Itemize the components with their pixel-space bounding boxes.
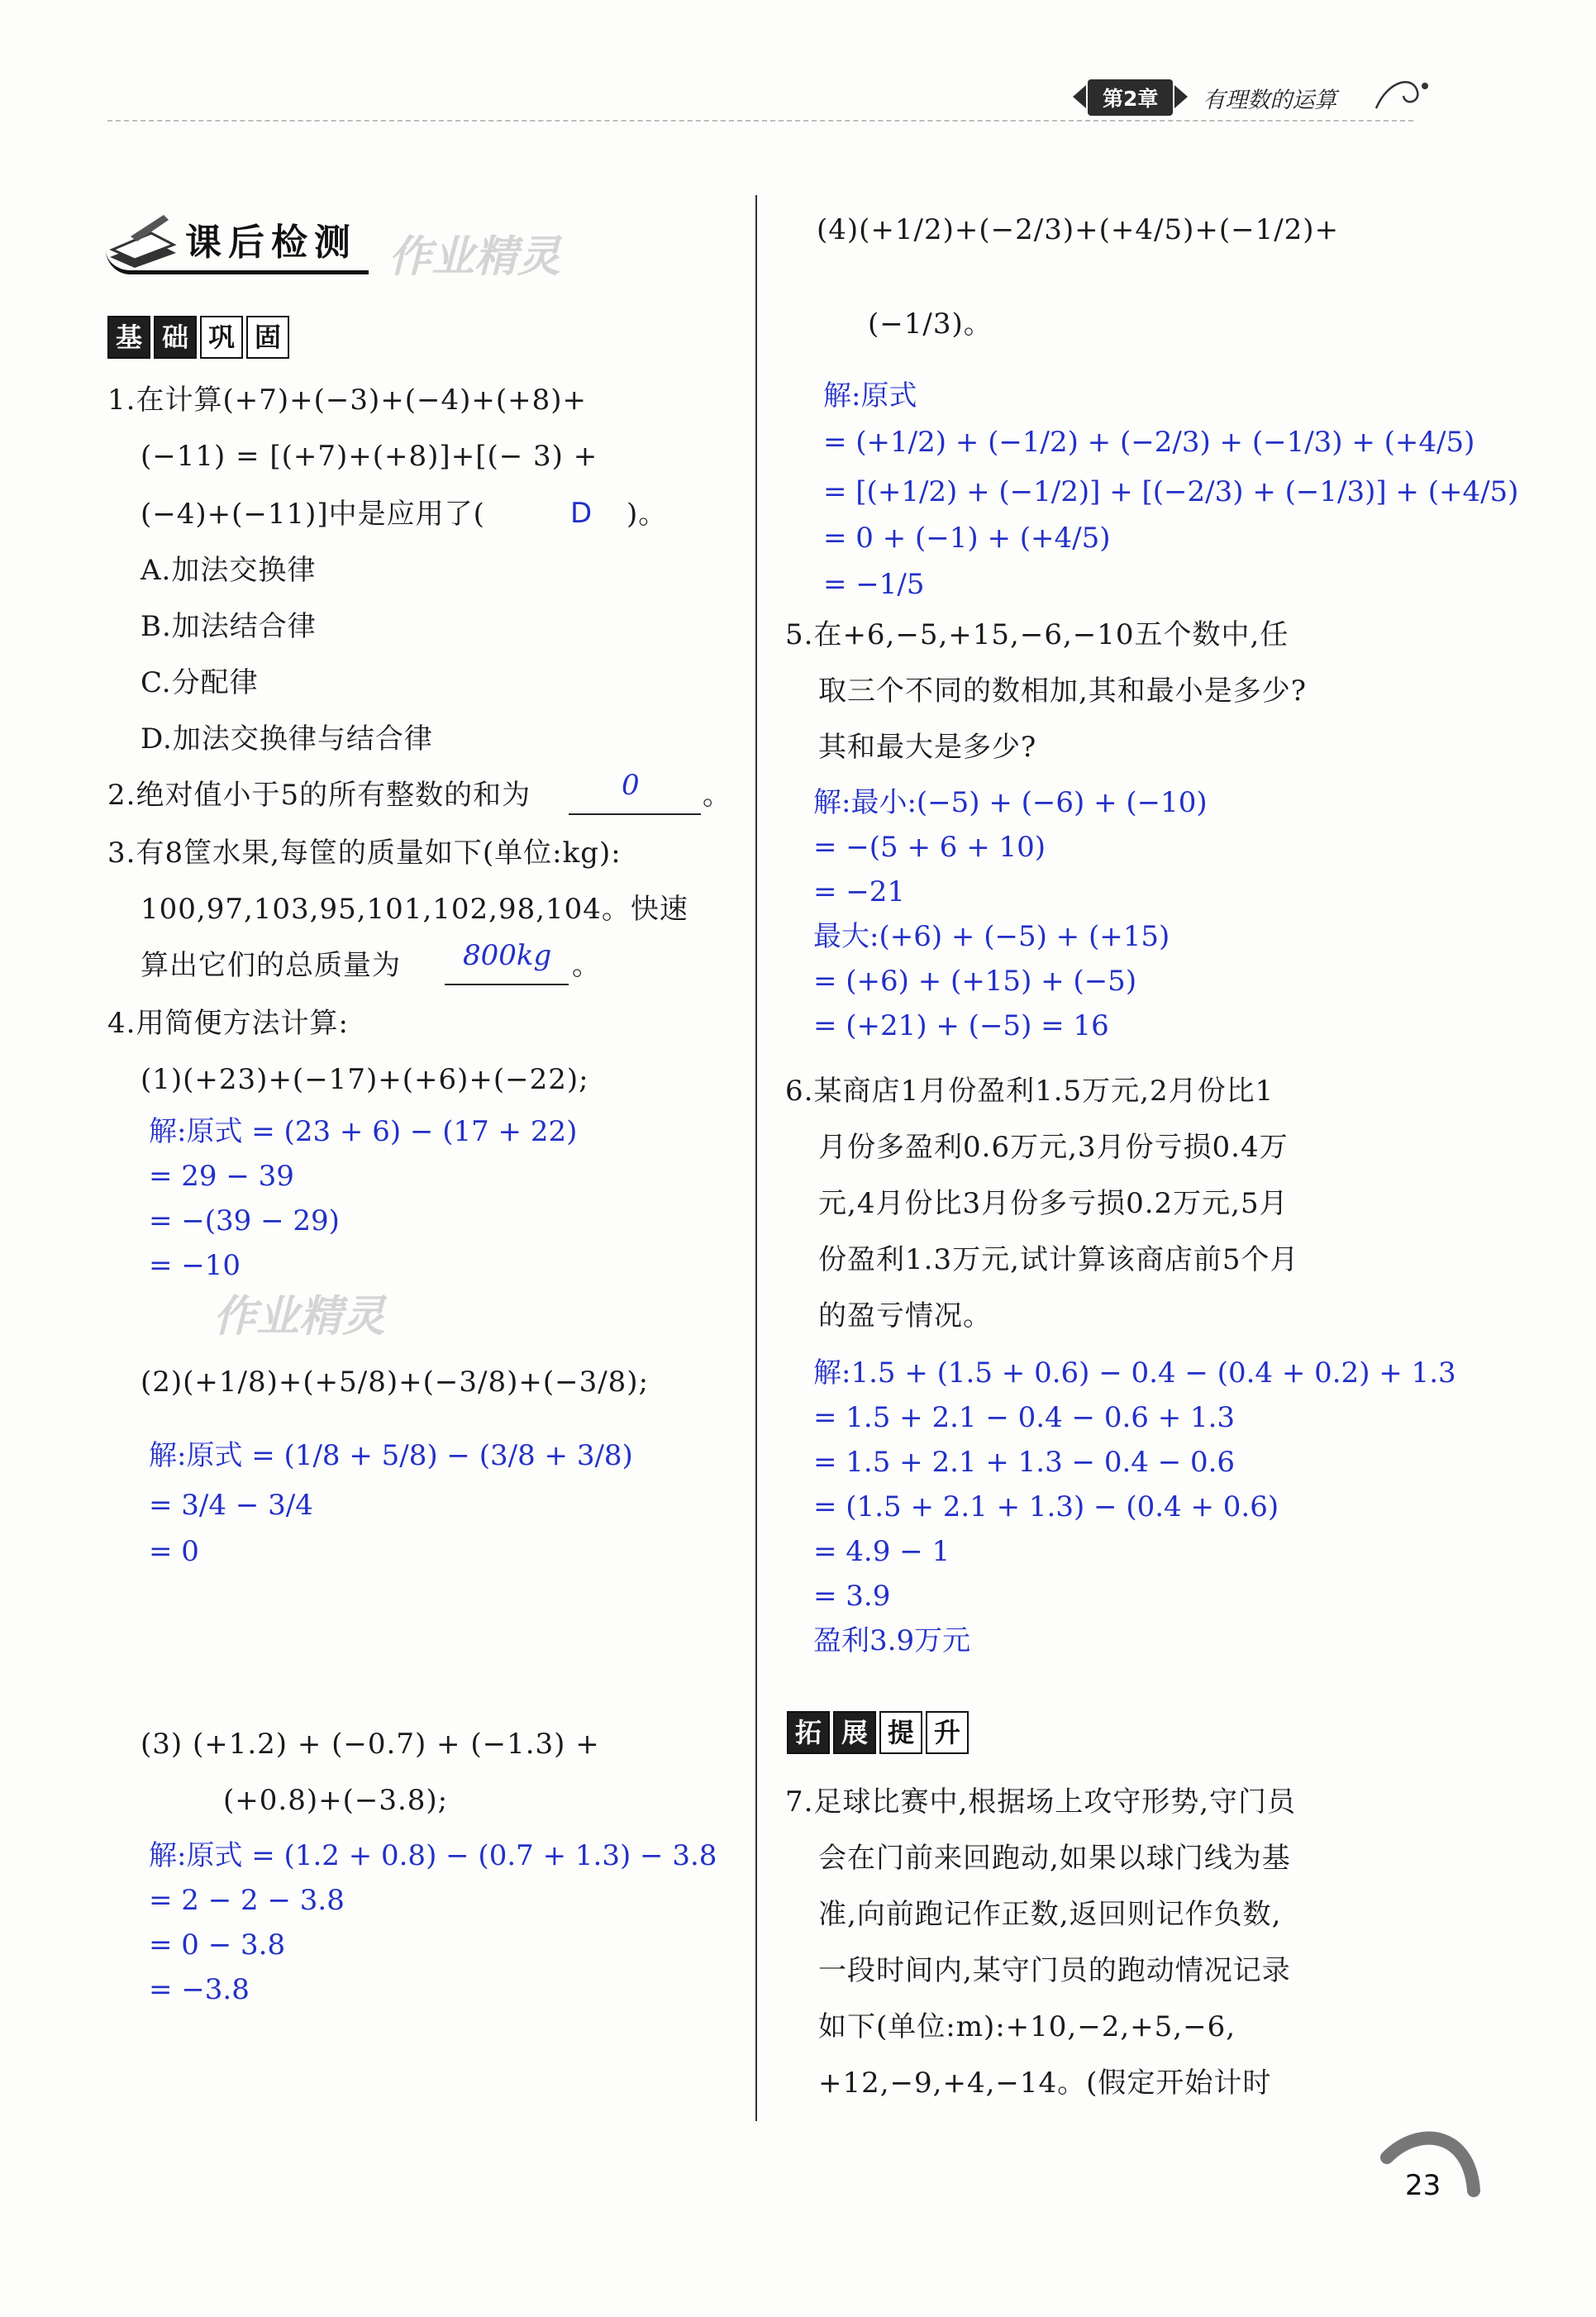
q5-sol-6: = (+21) + (−5) = 16	[813, 1009, 1109, 1042]
section-title: 课后检测	[106, 212, 369, 274]
q5-sol-5: = (+6) + (+15) + (−5)	[813, 965, 1137, 998]
chapter-name: 有理数的运算	[1203, 87, 1337, 113]
chapter-header	[1088, 79, 1336, 116]
label-basic: 基 础 巩 固	[107, 316, 289, 355]
book-pen-icon	[106, 212, 180, 269]
q4-p2-sol-2: = 3/4 − 3/4	[149, 1489, 313, 1522]
q4-p3-sol-4: = −3.8	[149, 1973, 250, 2006]
section-banner	[106, 208, 369, 278]
q5-sol-1: 解:最小:(−5) + (−6) + (−10)	[813, 786, 1208, 819]
q4-p1-sol-3: = −(39 − 29)	[149, 1204, 340, 1237]
q4-p4-sol-5: = −1/5	[823, 568, 925, 601]
q4-p4-sol-4: = 0 + (−1) + (+4/5)	[823, 522, 1111, 555]
q5-line3: 其和最大是多少?	[818, 731, 1037, 764]
q6-sol-5: = 4.9 − 1	[813, 1535, 950, 1568]
q4-p4-sol-3: = [(+1/2) + (−1/2)] + [(−2/3) + (−1/3)] + (+4/5)	[823, 475, 1519, 508]
q4-part2: (2)(+1/8)+(+5/8)+(−3/8)+(−3/8);	[141, 1366, 650, 1399]
q6-sol-4: = (1.5 + 2.1 + 1.3) − (0.4 + 0.6)	[813, 1490, 1279, 1523]
q4-p4-sol-1: 解:原式	[823, 379, 917, 412]
q1-line3-end: )。	[626, 498, 668, 531]
q7-line6: +12,−9,+4,−14。(假定开始计时	[818, 2067, 1272, 2100]
q5-sol-2: = −(5 + 6 + 10)	[813, 831, 1046, 864]
q5-line1: 5.在+6,−5,+15,−6,−10五个数中,任	[785, 618, 1289, 651]
q4-part3-line2: (+0.8)+(−3.8);	[223, 1784, 449, 1817]
q7-line1: 7.足球比赛中,根据场上攻守形势,守门员	[785, 1785, 1297, 1819]
q7-line4: 一段时间内,某守门员的跑动情况记录	[818, 1954, 1291, 1987]
q6-line4: 份盈利1.3万元,试计算该商店前5个月	[818, 1243, 1299, 1276]
q6-sol-6: = 3.9	[813, 1580, 891, 1613]
q4-part4-line1: (4)(+1/2)+(−2/3)+(+4/5)+(−1/2)+	[817, 213, 1340, 246]
q4-p3-sol-3: = 0 − 3.8	[149, 1928, 286, 1962]
header-rule	[107, 120, 1413, 122]
q6-sol-7: 盈利3.9万元	[813, 1624, 971, 1657]
q7-line5: 如下(单位:m):+10,−2,+5,−6,	[818, 2010, 1236, 2043]
q1-answer: D	[570, 497, 593, 530]
q5-sol-3: = −21	[813, 875, 906, 908]
q3-line3: 算出它们的总质量为	[141, 949, 401, 982]
watermark: 作业精灵	[388, 232, 561, 282]
q7-line2: 会在门前来回跑动,如果以球门线为基	[818, 1842, 1291, 1875]
q6-sol-1: 解:1.5 + (1.5 + 0.6) − 0.4 − (0.4 + 0.2) + 1.3	[813, 1356, 1456, 1390]
q6-sol-2: = 1.5 + 2.1 − 0.4 − 0.6 + 1.3	[813, 1401, 1236, 1434]
swirl-ornament-icon	[1372, 71, 1430, 117]
q7-line3: 准,向前跑记作正数,返回则记作负数,	[818, 1898, 1282, 1931]
q6-line1: 6.某商店1月份盈利1.5万元,2月份比1	[785, 1075, 1274, 1108]
q4-part1: (1)(+23)+(−17)+(+6)+(−22);	[141, 1063, 589, 1096]
q1-option-b: B.加法结合律	[141, 610, 317, 643]
q2-text: 2.绝对值小于5的所有整数的和为	[107, 779, 531, 812]
label-extend: 拓 展 提 升	[787, 1711, 969, 1751]
q1-option-a: A.加法交换律	[141, 554, 317, 587]
q3-answer: 800kg	[463, 939, 552, 972]
q6-line3: 元,4月份比3月份多亏损0.2万元,5月	[818, 1187, 1289, 1220]
q4-p2-sol-1: 解:原式 = (1/8 + 5/8) − (3/8 + 3/8)	[149, 1439, 633, 1472]
q5-sol-4: 最大:(+6) + (−5) + (+15)	[813, 920, 1170, 953]
q4-title: 4.用简便方法计算:	[107, 1007, 349, 1040]
q3-line1: 3.有8筐水果,每筐的质量如下(单位:kg):	[107, 837, 622, 870]
q4-p3-sol-1: 解:原式 = (1.2 + 0.8) − (0.7 + 1.3) − 3.8	[149, 1839, 717, 1872]
page-number: 23	[1405, 2169, 1441, 2202]
q4-p1-sol-2: = 29 − 39	[149, 1160, 294, 1193]
q6-sol-3: = 1.5 + 2.1 + 1.3 − 0.4 − 0.6	[813, 1446, 1236, 1479]
q4-part4-line2: (−1/3)。	[868, 308, 993, 341]
q1-line2: (−11) = [(+7)+(+8)]+[(− 3) +	[141, 440, 598, 473]
column-divider	[755, 195, 757, 2121]
q1-option-c: C.分配律	[141, 666, 259, 699]
q6-line5: 的盈亏情况。	[818, 1299, 992, 1333]
q5-line2: 取三个不同的数相加,其和最小是多少?	[818, 675, 1308, 708]
q4-p3-sol-2: = 2 − 2 − 3.8	[149, 1884, 345, 1917]
q4-p4-sol-2: = (+1/2) + (−1/2) + (−2/3) + (−1/3) + (+4/5)	[823, 426, 1475, 459]
q6-line2: 月份多盈利0.6万元,3月份亏损0.4万	[818, 1131, 1289, 1164]
q4-p1-sol-4: = −10	[149, 1249, 241, 1282]
q3-line2: 100,97,103,95,101,102,98,104。快速	[141, 893, 688, 926]
chapter-tag: 第2章	[1088, 79, 1173, 116]
q2-answer: 0	[622, 769, 640, 802]
q1-line3: (−4)+(−11)]中是应用了(	[141, 498, 485, 531]
q1-option-d: D.加法交换律与结合律	[141, 722, 433, 756]
q3-end: 。	[572, 949, 601, 982]
q4-part3-line1: (3) (+1.2) + (−0.7) + (−1.3) +	[141, 1728, 600, 1761]
q2-end: 。	[703, 779, 731, 812]
q4-p2-sol-3: = 0	[149, 1535, 199, 1568]
q4-p1-sol-1: 解:原式 = (23 + 6) − (17 + 22)	[149, 1115, 578, 1148]
q1-line1: 1.在计算(+7)+(−3)+(−4)+(+8)+	[107, 384, 587, 417]
watermark-2: 作业精灵	[213, 1292, 386, 1342]
